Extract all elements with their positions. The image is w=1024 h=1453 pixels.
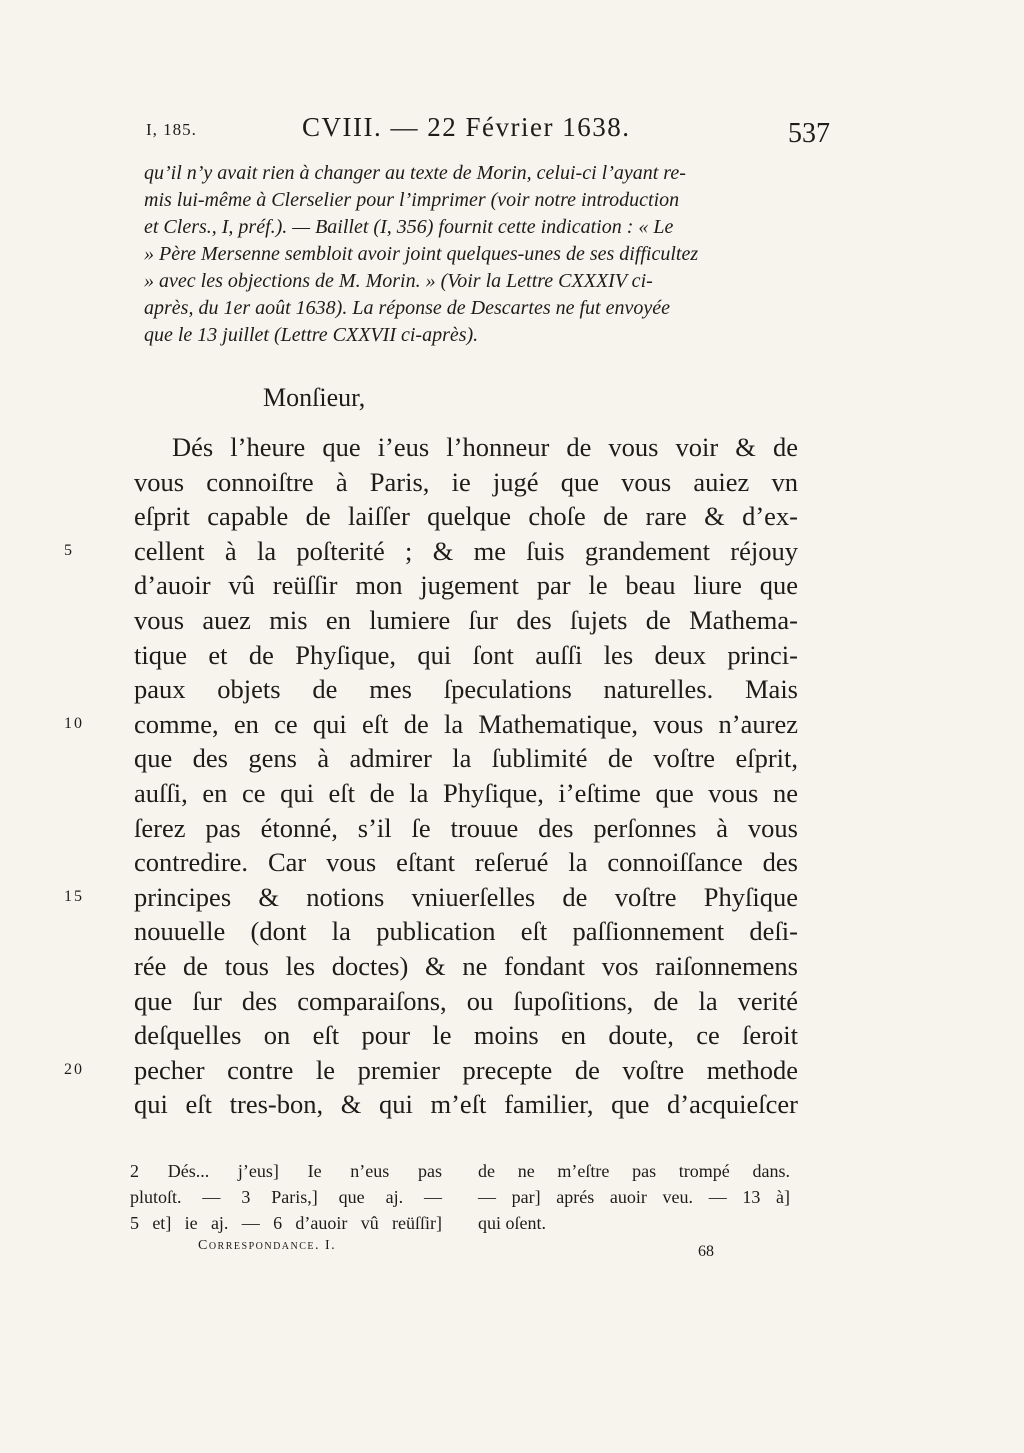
line-number: 10 bbox=[64, 714, 84, 732]
text-line-content: que des gens à admirer la ſublimité de voſtre eſprit, bbox=[134, 743, 798, 774]
text-line-content: nouuelle (dont la publication eſt paſſionnement deſi- bbox=[134, 916, 798, 947]
variant-line: plutoſt. — 3 Paris,] que aj. — bbox=[130, 1187, 442, 1207]
text-line-content: qui eſt tres-bon, & qui m’eſt familier, que d’acquieſcer bbox=[134, 1089, 798, 1120]
note-line: après, du 1er août 1638). La réponse de Descartes ne fut envoyée bbox=[144, 297, 670, 319]
letter-body bbox=[64, 430, 798, 1122]
folio-number: 68 bbox=[698, 1243, 714, 1260]
running-head-reference: I, 185. bbox=[146, 120, 197, 139]
text-line bbox=[64, 707, 798, 742]
note-line: » avec les objections de M. Morin. » (Voir la Lettre CXXXIV ci- bbox=[144, 270, 653, 292]
text-line bbox=[134, 603, 798, 638]
signature-mark: Correspondance. I. bbox=[198, 1238, 337, 1253]
text-line-content: deſquelles on eſt pour le moins en doute, ce ſeroit bbox=[134, 1020, 798, 1051]
text-line-content: vous connoiſtre à Paris, ie jugé que vous auiez vn bbox=[134, 466, 798, 497]
text-line-content: auſſi, en ce qui eſt de la Phyſique, i’eſtime que vous ne bbox=[134, 777, 798, 808]
variant-line: — par] aprés auoir veu. — 13 à] bbox=[478, 1187, 790, 1207]
note-line: que le 13 juillet (Lettre CXXVII ci-après). bbox=[144, 324, 479, 346]
text-line-content: tique et de Phyſique, qui ſont auſſi les deux princi- bbox=[134, 639, 798, 670]
text-line bbox=[64, 1053, 798, 1088]
line-number: 5 bbox=[64, 541, 74, 559]
text-line bbox=[134, 741, 798, 776]
text-line bbox=[134, 499, 798, 534]
text-line-content: comme, en ce qui eſt de la Mathematique, vous n’aurez bbox=[134, 708, 798, 739]
text-line-content: d’auoir vû reüſſir mon jugement par le beau liure que bbox=[134, 570, 798, 601]
text-line bbox=[134, 984, 798, 1019]
text-line bbox=[134, 672, 798, 707]
salutation: Monſieur, bbox=[263, 383, 366, 412]
text-line bbox=[134, 465, 798, 500]
text-line-content: que ſur des comparaiſons, ou ſupoſitions, de la verité bbox=[134, 985, 798, 1016]
note-line: » Père Mersenne sembloit avoir joint quelques-unes de ses difficultez bbox=[144, 243, 699, 265]
text-line bbox=[134, 430, 798, 465]
text-line bbox=[134, 1087, 798, 1122]
variant-line: de ne m’eſtre pas trompé dans. bbox=[478, 1161, 790, 1181]
text-line-content: pecher contre le premier precepte de voſtre methode bbox=[134, 1054, 798, 1085]
text-line-content: paux objets de mes ſpeculations naturelles. Mais bbox=[134, 674, 798, 705]
line-number: 20 bbox=[64, 1060, 84, 1078]
text-line bbox=[134, 949, 798, 984]
text-line-content: Dés l’heure que i’eus l’honneur de vous voir & de bbox=[172, 432, 798, 462]
text-line-content: vous auez mis en lumiere ſur des ſujets de Mathema- bbox=[134, 604, 798, 635]
editorial-note bbox=[144, 160, 804, 349]
text-line-content: contredire. Car vous eſtant reſerué la connoiſſance des bbox=[134, 847, 798, 878]
running-head bbox=[142, 112, 830, 152]
variants-column-left bbox=[130, 1158, 442, 1236]
text-line bbox=[134, 811, 798, 846]
text-line-content: eſprit capable de laiſſer quelque choſe de rare & d’ex- bbox=[134, 501, 798, 532]
variant-line: 2 Dés... j’eus] Ie n’eus pas bbox=[130, 1161, 442, 1181]
line-number: 15 bbox=[64, 887, 84, 905]
text-line-content: cellent à la poſterité ; & me ſuis grandement réjouy bbox=[134, 535, 798, 566]
variant-line: qui oſent. bbox=[478, 1213, 546, 1233]
text-line bbox=[134, 568, 798, 603]
variant-line: 5 et] ie aj. — 6 d’auoir vû reüſſir] bbox=[130, 1213, 442, 1233]
variants-column-right bbox=[478, 1158, 790, 1236]
text-line-content: rée de tous les doctes) & ne fondant vos raiſonnemens bbox=[134, 950, 798, 981]
text-line bbox=[64, 880, 798, 915]
text-line bbox=[134, 914, 798, 949]
note-line: qu’il n’y avait rien à changer au texte de Morin, celui-ci l’ayant re- bbox=[144, 162, 686, 184]
text-line bbox=[134, 638, 798, 673]
note-line: et Clers., I, préf.). — Baillet (I, 356) fournit cette indication : « Le bbox=[144, 216, 674, 238]
running-head-title: CVIII. — 22 Février 1638. bbox=[302, 112, 631, 142]
text-line bbox=[134, 1018, 798, 1053]
page-number: 537 bbox=[788, 118, 830, 149]
text-line bbox=[134, 845, 798, 880]
text-line bbox=[134, 776, 798, 811]
text-line-content: principes & notions vniuerſelles de voſtre Phyſique bbox=[134, 881, 798, 912]
text-line bbox=[64, 534, 798, 569]
text-line-content: ſerez pas étonné, s’il ſe trouue des perſonnes à vous bbox=[134, 812, 798, 843]
note-line: mis lui-même à Clerselier pour l’imprimer (voir notre introduction bbox=[144, 189, 680, 211]
